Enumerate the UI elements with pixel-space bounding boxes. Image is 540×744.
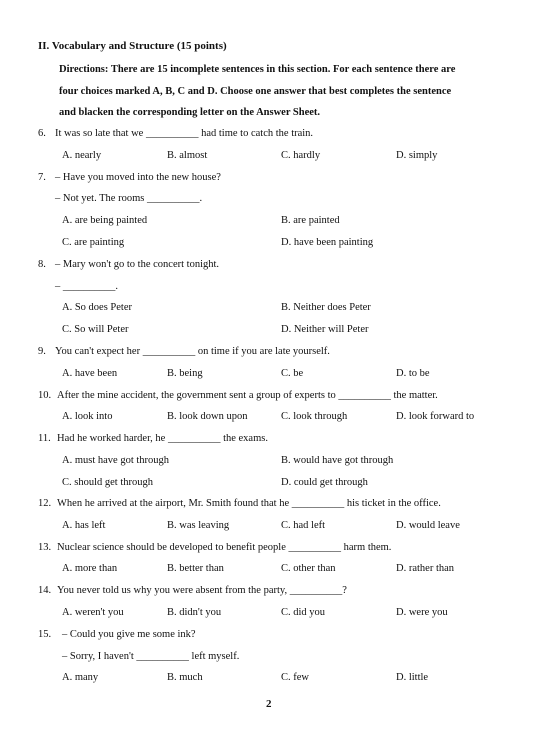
option-d: D. little <box>396 672 429 683</box>
option-d: D. Neither will Peter <box>281 324 369 335</box>
question-number: 13. <box>38 542 52 553</box>
option-d: D. to be <box>396 368 430 379</box>
option-c: C. hardly <box>281 150 321 161</box>
option-a: A. are being painted <box>62 215 148 226</box>
question-number: 7. <box>38 172 46 183</box>
option-d: D. have been painting <box>281 237 374 248</box>
option-a: A. must have got through <box>62 455 170 466</box>
option-d: D. were you <box>396 607 448 618</box>
option-d: D. could get through <box>281 477 368 488</box>
directions-line-2: four choices marked A, B, C and D. Choose one answer that best completes the sentence <box>59 86 452 97</box>
question-number: 8. <box>38 259 46 270</box>
option-a: A. So does Peter <box>62 302 132 313</box>
option-c: C. be <box>281 368 304 379</box>
question-stem: You never told us why you were absent from the party, __________? <box>57 585 347 596</box>
section-title: II. Vocabulary and Structure (15 points) <box>38 40 227 52</box>
option-b: B. Neither does Peter <box>281 302 371 313</box>
directions-line-1: Directions: There are 15 incomplete sentences in this section. For each sentence there are <box>59 64 456 75</box>
option-b: B. would have got through <box>281 455 394 466</box>
option-b: B. better than <box>167 563 224 574</box>
option-a: A. weren't you <box>62 607 124 618</box>
option-d: D. look forward to <box>396 411 475 422</box>
question-stem: Nuclear science should be developed to benefit people __________ harm them. <box>57 542 392 553</box>
option-b: B. are painted <box>281 215 340 226</box>
question-stem-line-2: – __________. <box>55 281 118 292</box>
option-b: B. almost <box>167 150 208 161</box>
option-c: C. are painting <box>62 237 125 248</box>
question-stem: Had he worked harder, he __________ the exams. <box>57 433 268 444</box>
option-a: A. look into <box>62 411 113 422</box>
question-number: 14. <box>38 585 52 596</box>
question-number: 15. <box>38 629 52 640</box>
question-stem-line-2: – Not yet. The rooms __________. <box>55 193 203 204</box>
question-stem: – Could you give me some ink? <box>62 629 196 640</box>
option-c: C. other than <box>281 563 336 574</box>
option-a: A. have been <box>62 368 118 379</box>
question-stem: – Mary won't go to the concert tonight. <box>55 259 220 270</box>
option-c: C. did you <box>281 607 326 618</box>
option-c: C. should get through <box>62 477 153 488</box>
option-a: A. more than <box>62 563 118 574</box>
question-number: 9. <box>38 346 46 357</box>
question-number: 12. <box>38 498 52 509</box>
option-d: D. would leave <box>396 520 460 531</box>
option-c: C. So will Peter <box>62 324 129 335</box>
option-b: B. being <box>167 368 203 379</box>
question-stem: You can't expect her __________ on time if you are late yourself. <box>55 346 330 357</box>
option-b: B. was leaving <box>167 520 230 531</box>
directions-line-3: and blacken the corresponding letter on the Answer Sheet. <box>59 107 321 118</box>
question-stem: After the mine accident, the government sent a group of experts to __________ the matter. <box>57 390 438 401</box>
question-stem-line-2: – Sorry, I haven't __________ left myself. <box>62 651 240 662</box>
option-a: A. has left <box>62 520 106 531</box>
page-number: 2 <box>266 698 272 710</box>
option-a: A. many <box>62 672 99 683</box>
option-a: A. nearly <box>62 150 102 161</box>
option-d: D. rather than <box>396 563 455 574</box>
option-d: D. simply <box>396 150 438 161</box>
question-stem: When he arrived at the airport, Mr. Smith found that he __________ his ticket in the office. <box>57 498 441 509</box>
option-c: C. had left <box>281 520 326 531</box>
option-b: B. look down upon <box>167 411 248 422</box>
option-c: C. look through <box>281 411 348 422</box>
question-number: 11. <box>38 433 51 444</box>
question-stem: It was so late that we __________ had time to catch the train. <box>55 128 314 139</box>
option-c: C. few <box>281 672 309 683</box>
question-number: 10. <box>38 390 52 401</box>
question-stem: – Have you moved into the new house? <box>55 172 221 183</box>
option-b: B. didn't you <box>167 607 222 618</box>
option-b: B. much <box>167 672 203 683</box>
question-number: 6. <box>38 128 46 139</box>
